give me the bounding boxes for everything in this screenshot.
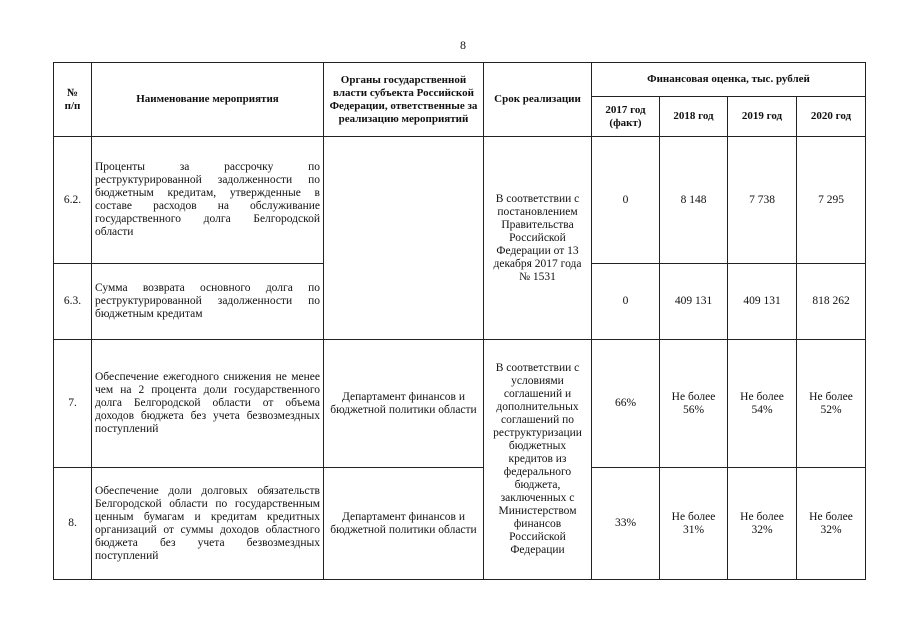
- row-value-2019: 409 131: [728, 264, 797, 340]
- row-value-2017: 0: [592, 264, 660, 340]
- row-value-2018: Не более 56%: [660, 340, 728, 468]
- row-value-2020: 818 262: [797, 264, 866, 340]
- row-value-2018: 409 131: [660, 264, 728, 340]
- row-number: 6.2.: [54, 137, 92, 264]
- row-organ: Департамент финансов и бюджетной политики области: [324, 340, 484, 468]
- row-organ: Департамент финансов и бюджетной политики области: [324, 468, 484, 580]
- header-term: Срок реализации: [484, 63, 592, 137]
- row-value-2017: 33%: [592, 468, 660, 580]
- table-row: [54, 137, 866, 264]
- row-organ-empty: [324, 137, 484, 340]
- row-number: 6.3.: [54, 264, 92, 340]
- header-year-2019: 2019 год: [728, 97, 797, 137]
- header-num: № п/п: [54, 63, 92, 137]
- row-name: Обеспечение доли долговых обязательств Белгородской области по государственным ценным бумагам и кредитам кредитных организаций от суммы доходов областного бюджета без учета безвозмездных поступлений: [92, 468, 324, 580]
- table-row: [54, 340, 866, 468]
- header-organ: Органы государственной власти субъекта Российской Федерации, ответственные за реализацию мероприятий: [324, 63, 484, 137]
- header-year-2018: 2018 год: [660, 97, 728, 137]
- row-value-2017: 0: [592, 137, 660, 264]
- row-value-2019: Не более 54%: [728, 340, 797, 468]
- row-value-2020: 7 295: [797, 137, 866, 264]
- row-term: В соответствии с условиями соглашений и дополнительных соглашений по реструктуризации бюджетных кредитов из федерального бюджета, заключенных с Министерством финансов Российской Федерации: [484, 340, 592, 580]
- table-row: [54, 468, 866, 580]
- row-value-2017: 66%: [592, 340, 660, 468]
- row-term: В соответствии с постановлением Правительства Российской Федерации от 13 декабря 2017 года № 1531: [484, 137, 592, 340]
- page-number: 8: [460, 38, 466, 52]
- row-number: 7.: [54, 340, 92, 468]
- header-name: Наименование мероприятия: [92, 63, 324, 137]
- header-year-2017: 2017 год (факт): [592, 97, 660, 137]
- row-number: 8.: [54, 468, 92, 580]
- row-name: Обеспечение ежегодного снижения не менее чем на 2 процента доли государственного долга Белгородской области от объема доходов бюджета без учета безвозмездных поступлений: [92, 340, 324, 468]
- row-value-2019: Не более 32%: [728, 468, 797, 580]
- row-value-2018: Не более 31%: [660, 468, 728, 580]
- header-finance: Финансовая оценка, тыс. рублей: [592, 63, 866, 97]
- row-value-2018: 8 148: [660, 137, 728, 264]
- row-value-2019: 7 738: [728, 137, 797, 264]
- row-name: Сумма возврата основного долга по реструктурированной задолженности по бюджетным кредитам: [92, 264, 324, 340]
- financial-table: [53, 62, 866, 580]
- row-value-2020: Не более 52%: [797, 340, 866, 468]
- row-name: Проценты за рассрочку по реструктурированной задолженности по бюджетным кредитам, утвержденные в составе расходов на обслуживание государственного долга Белгородской области: [92, 137, 324, 264]
- header-year-2020: 2020 год: [797, 97, 866, 137]
- row-value-2020: Не более 32%: [797, 468, 866, 580]
